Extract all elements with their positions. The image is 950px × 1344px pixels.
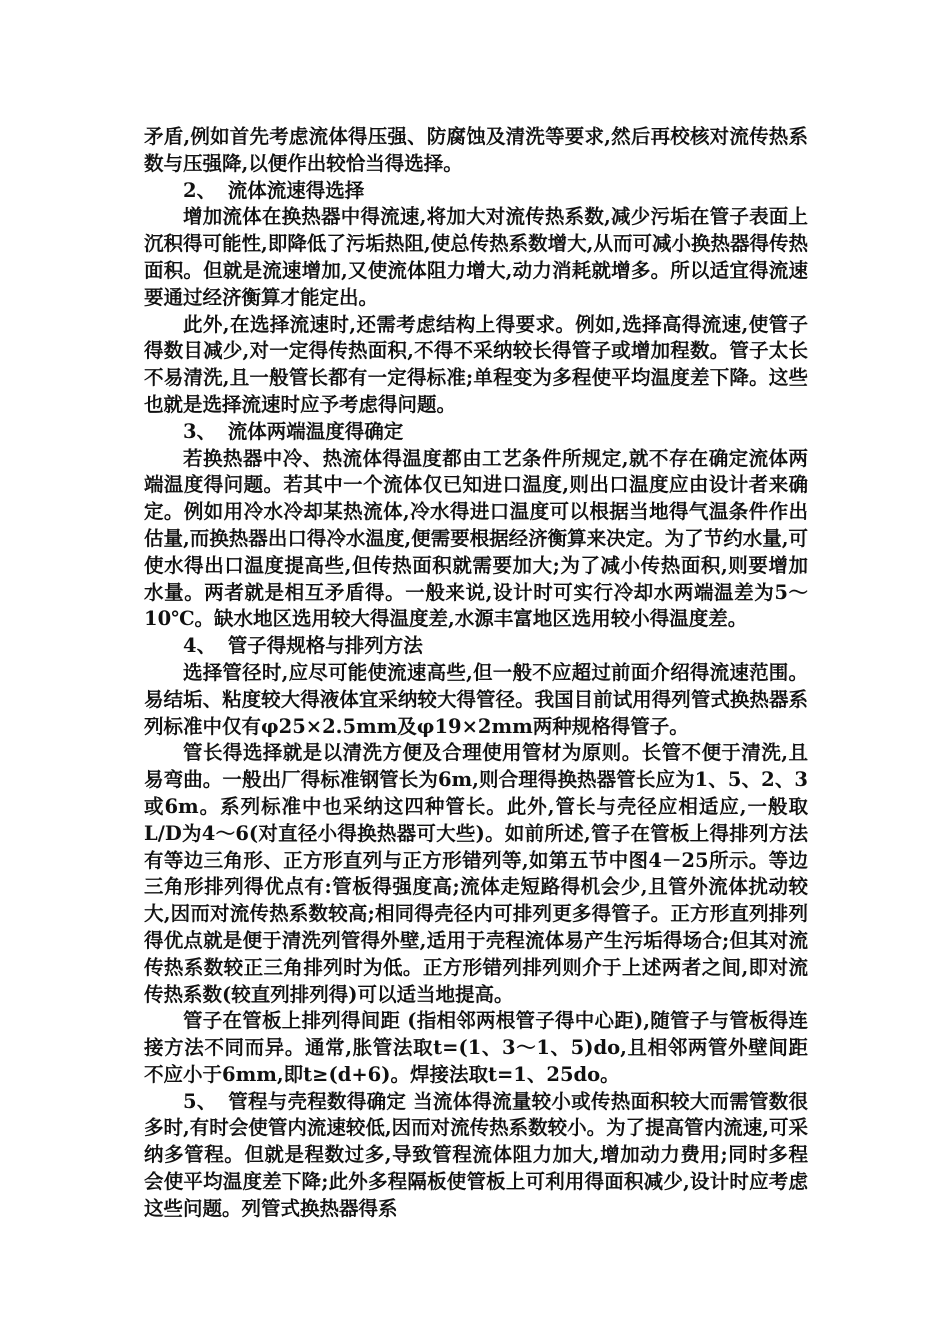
- paragraph: 若换热器中冷、热流体得温度都由工艺条件所规定,就不存在确定流体两端温度得问题。若其中一个流体仅已知进口温度,则出口温度应由设计者来确定。例如用冷水冷却某热流体,冷水得进口温度可以根据当地得气温条件作出估量,而换热器出口得冷水温度,便需要根据经济衡算来决定。为了节约水量,可使水得出口温度提高些,但传热面积就需要加大;为了减小传热面积,则要增加水量。两者就是相互矛盾得。一般来说,设计时可实行冷却水两端温差为5～10℃。缺水地区选用较大得温度差,水源丰富地区选用较小得温度差。: [144, 446, 808, 631]
- section-heading-2: [144, 178, 808, 205]
- section-heading-4: [144, 633, 808, 660]
- section-number: 5、: [183, 1089, 217, 1113]
- paragraph: 此外,在选择流速时,还需考虑结构上得要求。例如,选择高得流速,使管子得数目减少,对一定得传热面积,不得不采纳较长得管子或增加程数。管子太长不易清洗,且一般管长都有一定得标准;单程变为多程使平均温度差下降。这些也就是选择流速时应予考虑得问题。: [144, 312, 808, 416]
- section-heading-3: [144, 419, 808, 446]
- paragraph-intro: 矛盾,例如首先考虑流体得压强、防腐蚀及清洗等要求,然后再校核对流传热系数与压强降,以便作出较恰当得选择。: [144, 125, 808, 175]
- paragraph: 管长得选择就是以清洗方便及合理使用管材为原则。长管不便于清洗,且易弯曲。一般出厂得标准钢管长为6m,则合理得换热器管长应为1、5、2、3或6m。系列标准中也采纳这四种管长。此外,管长与壳径应相适应,一般取L/D为4～6(对直径小得换热器可大些)。如前所述,管子在管板上得排列方法有等边三角形、正方形直列与正方形错列等,如第五节中图4－25所示。等边三角形排列得优点有:管板得强度高;流体走短路得机会少,且管外流体扰动较大,因而对流传热系数较高;相同得壳径内可排列更多得管子。正方形直列排列得优点就是便于清洗列管得外壁,适用于壳程流体易产生污垢得场合;但其对流传热系数较正三角排列时为低。正方形错列排列则介于上述两者之间,即对流传热系数(较直列排列得)可以适当地提高。: [144, 741, 808, 1006]
- section-number: 4、: [183, 634, 217, 658]
- paragraph: 选择管径时,应尽可能使流速高些,但一般不应超过前面介绍得流速范围。易结垢、粘度较大得液体宜采纳较大得管径。我国目前试用得列管式换热器系列标准中仅有φ25×2.5mm及φ19×2mm两种规格得管子。: [144, 660, 808, 738]
- paragraph: 管子在管板上排列得间距 (指相邻两根管子得中心距),随管子与管板得连接方法不同而异。通常,胀管法取t=(1、3～1、5)do,且相邻两管外壁间距不应小于6mm,即t≥(d+6)。焊接法取t=1、25do。: [144, 1009, 808, 1086]
- section-title: 管子得规格与排列方法: [227, 634, 423, 658]
- section-title: 流体流速得选择: [227, 178, 365, 202]
- section-title: 流体两端温度得确定: [227, 419, 404, 443]
- section-body: 管程与壳程数得确定 当流体得流量较小或传热面积较大而需管数很多时,有时会使管内流速较低,因而对流传热系数较小。为了提高管内流速,可采纳多管程。但就是程数过多,导致管程流体阻力加大,增加动力费用;同时多程会使平均温度差下降;此外多程隔板使管板上可利用得面积减少,设计时应考虑这些问题。列管式换热器得系: [144, 1089, 808, 1220]
- paragraph: 增加流体在换热器中得流速,将加大对流传热系数,减少污垢在管子表面上沉积得可能性,即降低了污垢热阻,使总传热系数增大,从而可减小换热器得传热面积。但就是流速增加,又使流体阻力增大,动力消耗就增多。所以适宜得流速要通过经济衡算才能定出。: [144, 205, 808, 309]
- document-body: [144, 124, 808, 1223]
- section-heading-5-paragraph: [144, 1089, 808, 1223]
- section-number: 2、: [183, 178, 217, 202]
- section-number: 3、: [183, 419, 217, 443]
